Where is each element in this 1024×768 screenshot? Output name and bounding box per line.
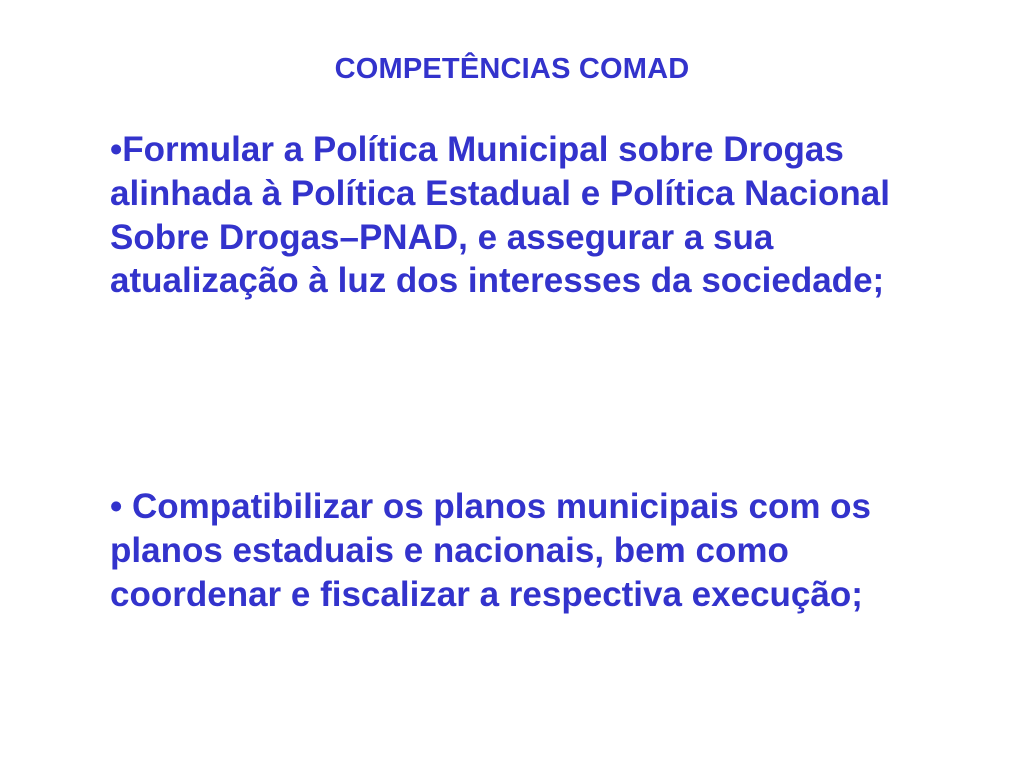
bullet-text-1: •Formular a Política Municipal sobre Drogas alinhada à Política Estadual e Política Nacional Sobre Drogas–PNAD, e assegurar a sua atualização à luz dos interesses da sociedade; xyxy=(110,130,890,301)
page-title: COMPETÊNCIAS COMAD xyxy=(334,53,690,85)
bullet-text-2: • Compatibilizar os planos municipais com os planos estaduais e nacionais, bem como coordenar e fiscalizar a respectiva execução; xyxy=(110,487,872,614)
bullet-item-1 xyxy=(110,128,930,303)
bullet-item-2 xyxy=(110,485,930,616)
